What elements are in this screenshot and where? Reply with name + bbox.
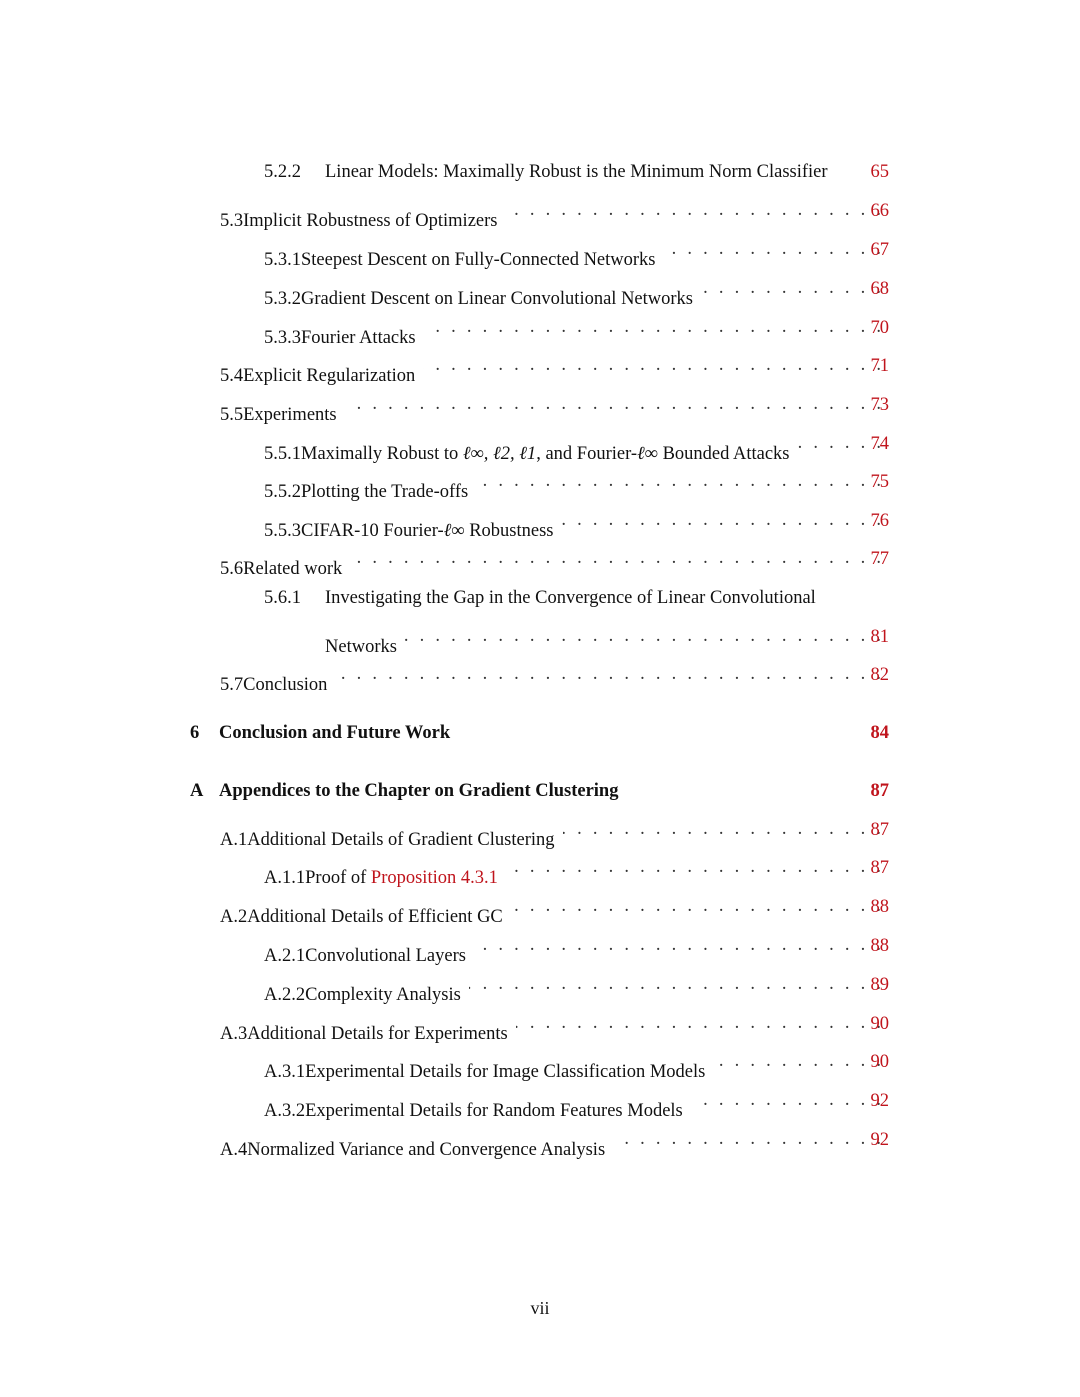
- entry-title: Convolutional Layers: [305, 946, 466, 966]
- page-number-link[interactable]: 88: [870, 897, 889, 917]
- entry-number: A.2.2: [264, 985, 306, 1005]
- entry-title: Linear Models: Maximally Robust is the Minimum Norm Classifier: [325, 162, 828, 182]
- toc-entry-5-6-1[interactable]: [264, 583, 889, 613]
- entry-title: Steepest Descent on Fully-Connected Networks: [301, 250, 656, 270]
- toc-entry-5-5[interactable]: [220, 390, 889, 425]
- page-number-link[interactable]: 68: [870, 279, 889, 299]
- entry-title: Experiments: [243, 405, 337, 425]
- entry-title: Related work: [243, 559, 343, 579]
- toc-entry-5-5-3[interactable]: [264, 506, 889, 541]
- entry-title: Explicit Regularization: [243, 366, 416, 386]
- page-number-link[interactable]: 88: [870, 936, 889, 956]
- entry-number: 5.3.2: [264, 289, 301, 309]
- page-number-link[interactable]: 90: [870, 1052, 889, 1072]
- toc-appendix-a[interactable]: [190, 776, 889, 806]
- page-number-link[interactable]: 67: [870, 240, 889, 260]
- page-number-link[interactable]: 82: [870, 665, 889, 685]
- dot-leaders: [345, 389, 881, 419]
- page-number-link[interactable]: 87: [870, 858, 889, 878]
- entry-number: 5.3.1: [264, 250, 301, 270]
- page-number-link[interactable]: 76: [870, 511, 889, 531]
- toc-entry-5-3-3[interactable]: [264, 313, 889, 348]
- toc-entry-a-1-1[interactable]: [264, 853, 889, 888]
- entry-number: 5.3.3: [264, 328, 301, 348]
- toc-entry-5-7[interactable]: [220, 660, 889, 695]
- linf-symbol: ℓ∞: [443, 521, 465, 541]
- toc-entry-a-4[interactable]: [220, 1125, 889, 1160]
- toc-entry-5-3-1[interactable]: [264, 235, 889, 270]
- entry-number: A.3: [220, 1024, 248, 1044]
- toc-entry-5-2-2[interactable]: [264, 157, 889, 187]
- page-number-link[interactable]: 89: [870, 975, 889, 995]
- entry-title: Normalized Variance and Convergence Analysis: [247, 1140, 606, 1160]
- page-footer-number: vii: [530, 1298, 550, 1318]
- entry-number: 5.5.1: [264, 444, 301, 464]
- page-number-link[interactable]: 90: [870, 1014, 889, 1034]
- toc-entry-5-5-2[interactable]: [264, 467, 889, 502]
- toc-entry-5-5-1[interactable]: [264, 429, 889, 464]
- dot-leaders: [350, 543, 881, 573]
- entry-title: Complexity Analysis: [305, 985, 461, 1005]
- page-number-link[interactable]: 70: [870, 318, 889, 338]
- entry-title-continued: Networks: [325, 637, 397, 657]
- page-number-link[interactable]: 65: [870, 162, 889, 182]
- toc-entry-a-3-2[interactable]: [264, 1086, 889, 1121]
- entry-title: Investigating the Gap in the Convergence of Linear Convolutional: [325, 588, 816, 608]
- chapter-number: A: [190, 781, 204, 801]
- dot-leaders: [505, 195, 881, 225]
- dot-leaders: [335, 659, 881, 689]
- entry-number: A.2: [220, 907, 248, 927]
- dot-leaders: [405, 621, 881, 651]
- entry-title: Additional Details for Experiments: [247, 1024, 508, 1044]
- toc-entry-a-2-1[interactable]: [264, 931, 889, 966]
- entry-title: Experimental Details for Random Features Models: [305, 1101, 683, 1121]
- toc-entry-5-6-1-continued[interactable]: [325, 622, 889, 657]
- entry-number: A.4: [220, 1140, 248, 1160]
- dot-leaders: [476, 466, 881, 496]
- page-number-link[interactable]: 92: [870, 1091, 889, 1111]
- page-number-link[interactable]: 87: [870, 781, 889, 801]
- entry-number: 5.5.3: [264, 521, 301, 541]
- toc-entry-5-3-2[interactable]: [264, 274, 889, 309]
- entry-title: Gradient Descent on Linear Convolutional Networks: [301, 289, 693, 309]
- entry-title: Implicit Robustness of Optimizers: [243, 211, 498, 231]
- entry-number: 5.6.1: [264, 588, 301, 608]
- dot-leaders: [563, 814, 882, 844]
- dot-leaders: [469, 969, 881, 999]
- entry-title: Fourier Attacks: [301, 328, 416, 348]
- dot-leaders: [561, 505, 881, 535]
- page-number-link[interactable]: 73: [870, 395, 889, 415]
- entry-title: Additional Details of Gradient Clustering: [247, 830, 555, 850]
- dot-leaders: [423, 350, 881, 380]
- entry-title: Maximally Robust to ℓ∞, ℓ2, ℓ1, and Fourier-ℓ∞ Bounded Attacks: [301, 444, 790, 464]
- toc-entry-5-6[interactable]: [220, 544, 889, 579]
- toc-entry-a-3-1[interactable]: [264, 1047, 889, 1082]
- toc-entry-a-2[interactable]: [220, 892, 889, 927]
- entry-number: 5.4: [220, 366, 244, 386]
- toc-chapter-6[interactable]: [190, 718, 889, 748]
- chapter-number: 6: [190, 723, 200, 743]
- page-number-link[interactable]: 66: [870, 201, 889, 221]
- page-number-link[interactable]: 71: [870, 356, 889, 376]
- entry-title: Additional Details of Efficient GC: [247, 907, 503, 927]
- page-number-link[interactable]: 84: [870, 723, 889, 743]
- entry-number: 5.3: [220, 211, 244, 231]
- page-number-link[interactable]: 77: [870, 549, 889, 569]
- norm-symbols: ℓ∞, ℓ2, ℓ1: [462, 444, 537, 464]
- chapter-title: Conclusion and Future Work: [219, 723, 451, 743]
- entry-number: A.2.1: [264, 946, 306, 966]
- toc-entry-a-2-2[interactable]: [264, 970, 889, 1005]
- proposition-link[interactable]: Proposition 4.3.1: [370, 868, 498, 888]
- entry-number: 5.5.2: [264, 482, 301, 502]
- entry-number: A.1: [220, 830, 248, 850]
- linf-symbol: ℓ∞: [637, 444, 658, 464]
- entry-number: 5.6: [220, 559, 244, 579]
- page-number-link[interactable]: 92: [870, 1130, 889, 1150]
- entry-number: A.3.2: [264, 1101, 306, 1121]
- entry-number: A.3.1: [264, 1062, 306, 1082]
- page-number-link[interactable]: 74: [870, 434, 889, 454]
- entry-title: Conclusion: [243, 675, 328, 695]
- toc-entry-5-3[interactable]: [220, 196, 889, 231]
- dot-leaders: [613, 1124, 881, 1154]
- page-number-link[interactable]: 87: [870, 820, 889, 840]
- entry-number: 5.5: [220, 405, 244, 425]
- entry-number: 5.2.2: [264, 162, 301, 182]
- toc-entry-a-1[interactable]: [220, 815, 889, 850]
- entry-title: CIFAR-10 Fourier-ℓ∞ Robustness: [301, 521, 554, 541]
- entry-title: Plotting the Trade-offs: [301, 482, 469, 502]
- toc-entry-a-3[interactable]: [220, 1009, 889, 1044]
- entry-title: Experimental Details for Image Classification Models: [305, 1062, 706, 1082]
- dot-leaders: [424, 312, 881, 342]
- dot-leaders: [506, 852, 881, 882]
- chapter-title: Appendices to the Chapter on Gradient Clustering: [219, 781, 619, 801]
- dot-leaders: [474, 930, 881, 960]
- toc-entry-5-4[interactable]: [220, 351, 889, 386]
- dot-leaders: [511, 891, 881, 921]
- page-number-link[interactable]: 75: [870, 472, 889, 492]
- entry-number: 5.7: [220, 675, 244, 695]
- entry-title: Proof of Proposition 4.3.1: [305, 868, 498, 888]
- dot-leaders: [516, 1008, 881, 1038]
- page-number-link[interactable]: 81: [870, 627, 889, 647]
- entry-number: A.1.1: [264, 868, 306, 888]
